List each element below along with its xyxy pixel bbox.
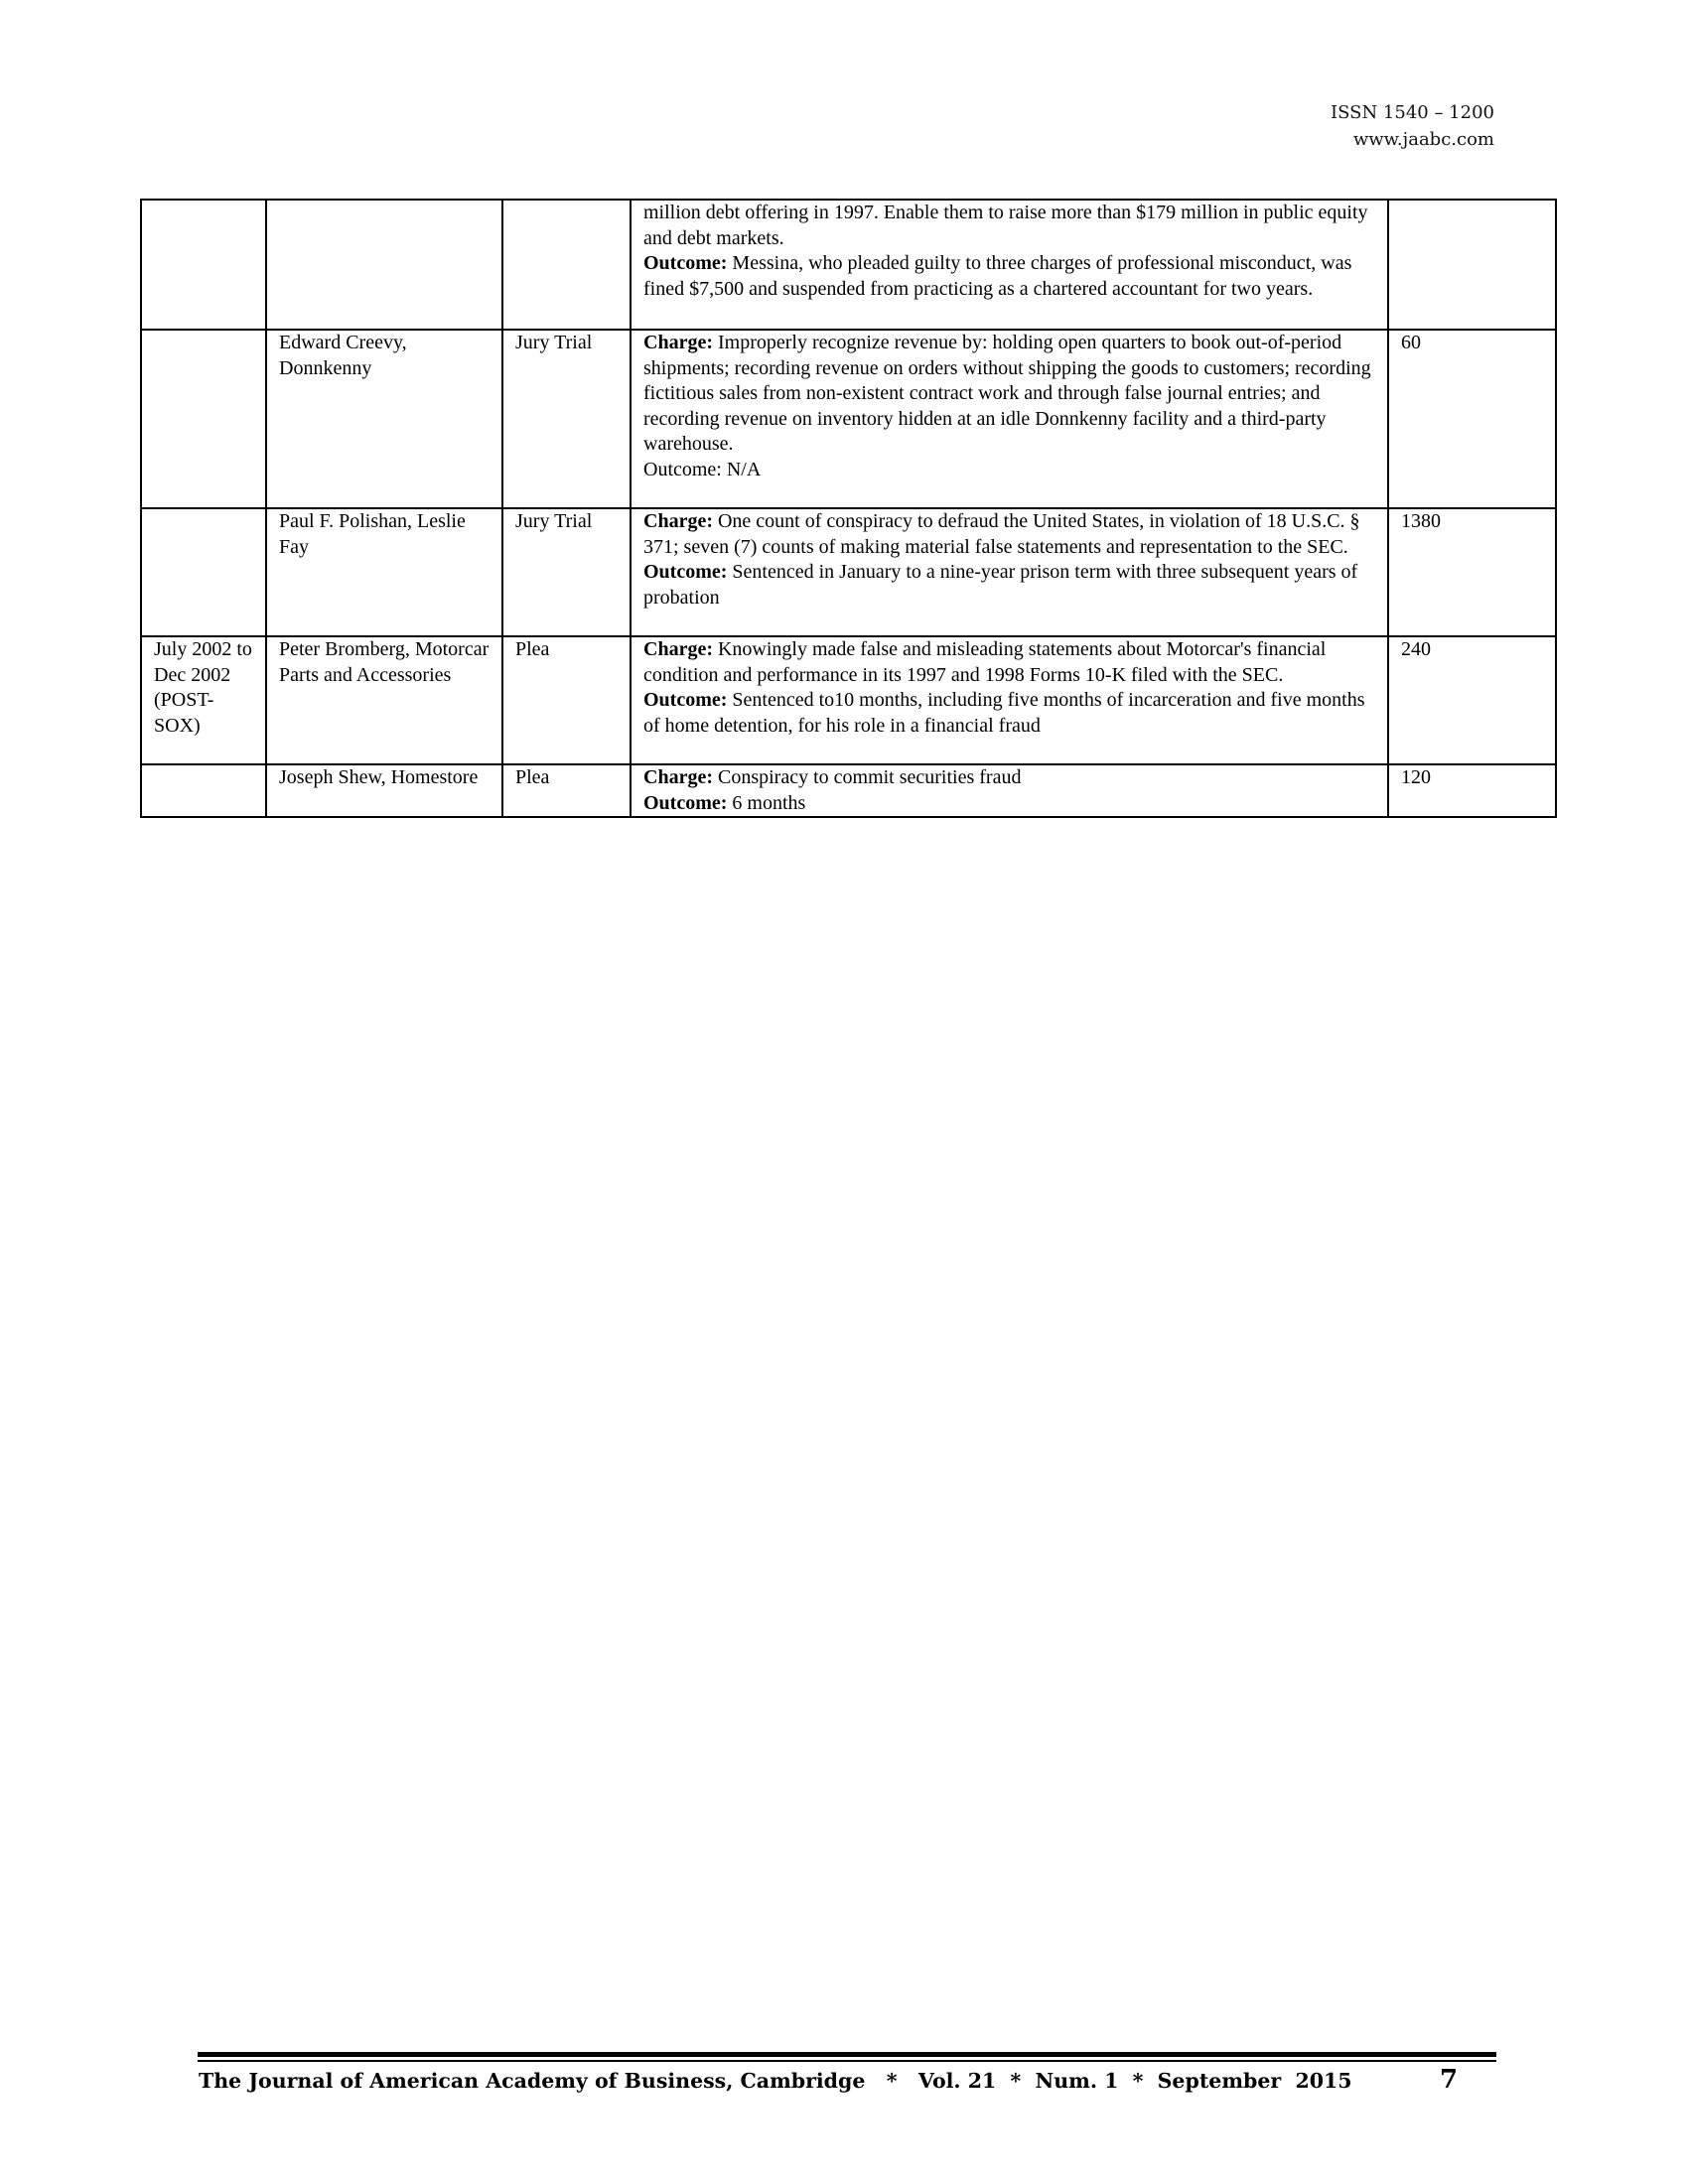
outcome-line [643, 560, 1377, 611]
period-cell [141, 330, 266, 508]
charge-text: Knowingly made false and misleading statements about Motorcar's financial condition and performance in its 1997 and 1998 Forms 10-K filed with the SEC. [643, 638, 1327, 686]
charge-label: Charge: [643, 510, 713, 532]
defendant-cell [266, 200, 502, 330]
months-cell [1388, 200, 1556, 330]
description-cell [631, 636, 1388, 764]
outcome-text: Messina, who pleaded guilty to three charges of professional misconduct, was fined $7,500 and suspended from practicing as a chartered accountant for two years. [643, 252, 1352, 300]
charge-label: Charge: [643, 332, 713, 353]
charge-text: Improperly recognize revenue by: holding open quarters to book out-of-period shipments; recording revenue on orders without shipping the goods to customers; recording fictitious sales from non-existent contract work and through false journal entries; and recording revenue on inventory hidden at an idle Donnkenny facility and a third-party warehouse. [643, 332, 1371, 455]
outcome-label: Outcome: [643, 791, 728, 814]
issn-text: ISSN 1540 – 1200 [1331, 102, 1494, 123]
outcome-line [643, 688, 1377, 739]
charge-text: million debt offering in 1997. Enable them to raise more than $179 million in public equity and debt markets. [643, 202, 1368, 249]
description-cell [631, 764, 1388, 817]
disposition-cell [502, 200, 631, 330]
outcome-line [643, 458, 1377, 483]
outcome-line [643, 251, 1377, 302]
charge-line [643, 765, 1377, 791]
charge-line [643, 637, 1377, 688]
charge-label: Charge: [643, 766, 713, 788]
cases-table [140, 199, 1557, 818]
period-cell [141, 508, 266, 636]
outcome-label: Outcome: [643, 252, 728, 274]
disposition-cell: Jury Trial [502, 508, 631, 636]
description-cell [631, 330, 1388, 508]
months-cell: 60 [1388, 330, 1556, 508]
website-text: www.jaabc.com [1352, 129, 1494, 150]
defendant-cell: Joseph Shew, Homestore [266, 764, 502, 817]
table-row [141, 636, 1556, 764]
disposition-cell: Plea [502, 636, 631, 764]
outcome-text: Outcome: N/A [643, 458, 762, 480]
defendant-cell: Edward Creevy, Donnkenny [266, 330, 502, 508]
outcome-text: Sentenced to10 months, including five months of incarceration and five months of home detention, for his role in a financial fraud [643, 689, 1365, 737]
months-cell: 1380 [1388, 508, 1556, 636]
charge-line [643, 201, 1377, 251]
footer-rule [198, 2052, 1496, 2062]
table-row [141, 200, 1556, 330]
outcome-text: 6 months [727, 791, 806, 814]
page-header [1331, 99, 1494, 153]
outcome-label: Outcome: [643, 689, 728, 711]
months-cell: 120 [1388, 764, 1556, 817]
period-cell [141, 764, 266, 817]
disposition-cell: Plea [502, 764, 631, 817]
table-row [141, 508, 1556, 636]
page-number: 7 [1440, 2065, 1459, 2095]
table-row [141, 330, 1556, 508]
table-row [141, 764, 1556, 817]
charge-line [643, 509, 1377, 560]
description-cell [631, 200, 1388, 330]
charge-text: Conspiracy to commit securities fraud [712, 766, 1022, 788]
footer-journal-citation: The Journal of American Academy of Business, Cambridge * Vol. 21 * Num. 1 * September 2015 [199, 2069, 1352, 2093]
charge-label: Charge: [643, 638, 713, 660]
period-cell: July 2002 to Dec 2002 (POST-SOX) [141, 636, 266, 764]
period-cell [141, 200, 266, 330]
defendant-cell: Peter Bromberg, Motorcar Parts and Accessories [266, 636, 502, 764]
description-cell [631, 508, 1388, 636]
disposition-cell: Jury Trial [502, 330, 631, 508]
charge-text: One count of conspiracy to defraud the United States, in violation of 18 U.S.C. § 371; seven (7) counts of making material false statements and representation to the SEC. [643, 510, 1360, 558]
defendant-cell: Paul F. Polishan, Leslie Fay [266, 508, 502, 636]
months-cell: 240 [1388, 636, 1556, 764]
outcome-line [643, 791, 1377, 817]
outcome-text: Sentenced in January to a nine-year prison term with three subsequent years of probation [643, 561, 1358, 609]
charge-line [643, 331, 1377, 458]
outcome-label: Outcome: [643, 561, 728, 583]
